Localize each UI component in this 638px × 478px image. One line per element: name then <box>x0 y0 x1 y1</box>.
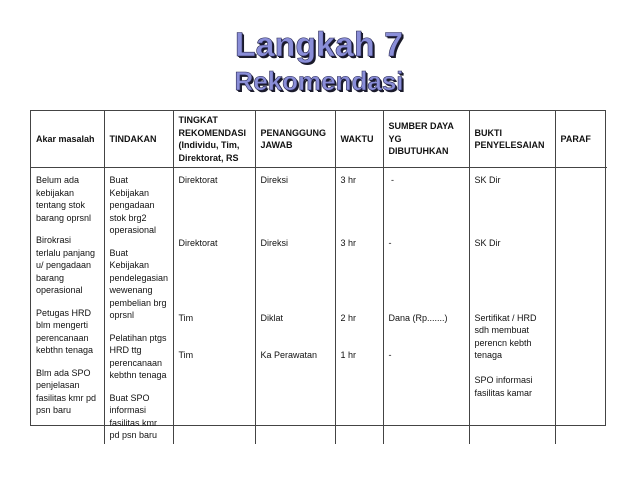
tindakan-entry <box>110 332 168 382</box>
cell-line: Birokrasi <box>36 235 72 245</box>
cell-waktu <box>335 168 383 444</box>
cell-tindakan <box>104 168 173 444</box>
cell-line: pengadaan <box>109 200 155 210</box>
cell-line: tentang stok <box>36 200 86 210</box>
bukti-entry <box>475 374 550 399</box>
tindakan-entry <box>110 392 168 442</box>
cell-line: SK Dir <box>474 237 501 248</box>
tingkat-entry: Tim <box>178 312 194 323</box>
cell-line: HRD ttg <box>109 345 142 355</box>
cell-line: SK Dir <box>474 175 501 185</box>
header-tingkat-rekomendasi <box>173 111 255 168</box>
bukti-entry <box>475 174 550 237</box>
cell-line: wewenang <box>109 285 153 295</box>
sumber-entry: Dana (Rp.......) <box>388 312 448 323</box>
tingkat-entry: Tim <box>178 350 194 360</box>
tindakan-entry <box>110 247 168 322</box>
cell-line: SPO informasi <box>474 375 533 385</box>
cell-sumber-daya <box>383 168 469 444</box>
cell-line: blm mengerti <box>36 320 89 330</box>
slide-subtitle: Rekomendasi <box>234 66 404 96</box>
cell-line: pendelegasian <box>109 272 169 283</box>
tingkat-entry: Direktorat <box>178 175 218 185</box>
cell-line: tenaga <box>474 350 503 360</box>
bukti-entry <box>475 312 550 375</box>
cell-line: sdh membuat <box>474 325 530 335</box>
waktu-entry: 3 hr <box>340 175 357 185</box>
recommendation-table <box>30 110 606 440</box>
bukti-entry <box>475 237 550 312</box>
cell-line: Buat <box>109 247 129 258</box>
cell-paraf <box>555 168 607 444</box>
cell-line: informasi <box>109 405 147 415</box>
tingkat-entry: Direktorat <box>178 237 218 248</box>
penanggung-entry: Ka Perawatan <box>260 350 318 360</box>
cell-line: perencanaan <box>36 332 89 343</box>
cell-line: terlalu panjang <box>36 247 96 258</box>
cell-line: pd psn baru <box>109 430 158 440</box>
cell-akar-masalah <box>31 168 104 444</box>
cell-line: operasional <box>36 285 83 295</box>
cell-line: fasilitas kamar <box>474 387 533 398</box>
cell-line: stok brg2 <box>109 212 147 223</box>
cell-line: kebthn tenaga <box>36 345 94 355</box>
cell-line: Kebijakan <box>109 187 150 198</box>
cell-line: Buat <box>109 175 129 185</box>
akar-entry <box>36 174 99 224</box>
akar-entry <box>36 234 99 297</box>
cell-line: Petugas HRD <box>36 307 92 318</box>
cell-penanggung-jawab <box>255 168 335 444</box>
header-waktu: WAKTU <box>335 111 383 168</box>
cell-line: psn baru <box>36 405 72 415</box>
waktu-entry: 2 hr <box>340 312 357 323</box>
cell-line: Pelatihan ptgs <box>109 332 167 343</box>
header-sumber-line: DIBUTUHKAN <box>388 146 449 157</box>
waktu-entry: 1 hr <box>340 350 357 360</box>
cell-line: Kebijakan <box>109 260 150 270</box>
penanggung-entry: Diklat <box>260 312 284 323</box>
cell-line: u/ pengadaan <box>36 260 92 270</box>
penanggung-entry: Direksi <box>260 175 289 185</box>
cell-bukti-penyelesaian <box>469 168 555 444</box>
header-bukti-line: BUKTI <box>474 127 502 138</box>
header-akar-masalah: Akar masalah <box>31 111 104 168</box>
header-bukti-penyelesaian <box>469 111 555 168</box>
header-penanggung-jawab <box>255 111 335 168</box>
cell-tingkat <box>173 168 255 444</box>
cell-line: operasional <box>109 225 157 235</box>
header-tingkat-line: REKOMENDASI <box>178 127 247 138</box>
table-row <box>31 168 607 444</box>
akar-entry <box>36 307 99 357</box>
cell-line: oprsnl <box>109 310 135 320</box>
cell-line: penjelasan <box>36 380 80 390</box>
cell-line: Belum ada <box>36 175 80 185</box>
penanggung-entry: Direksi <box>260 237 289 248</box>
akar-entry <box>36 367 99 417</box>
header-tindakan: TINDAKAN <box>104 111 173 168</box>
waktu-entry: 3 hr <box>340 237 357 248</box>
cell-line: barang oprsnl <box>36 212 92 223</box>
header-tingkat-line: TINGKAT <box>178 115 218 125</box>
cell-line: fasilitas kmr <box>109 417 158 428</box>
cell-line: fasilitas kmr pd <box>36 392 97 403</box>
header-sumber-daya <box>383 111 469 168</box>
cell-line: kebthn tenaga <box>109 370 167 380</box>
header-penanggung-line: JAWAB <box>260 140 293 150</box>
sumber-entry: - <box>388 175 394 185</box>
tindakan-entry <box>110 174 168 237</box>
header-sumber-line: YG <box>388 133 402 144</box>
header-paraf: PARAF <box>555 111 607 168</box>
header-sumber-line: SUMBER DAYA <box>388 121 454 132</box>
header-tingkat-line: Direktorat, RS <box>178 152 239 163</box>
cell-line: kebijakan <box>36 187 75 198</box>
sumber-entry: - <box>388 237 392 248</box>
cell-line: pembelian brg <box>109 297 167 308</box>
cell-line: barang <box>36 272 65 283</box>
cell-line: perencn kebth <box>474 337 532 348</box>
cell-line: Buat SPO <box>109 392 150 403</box>
header-tingkat-line: (Individu, Tim, <box>178 140 240 150</box>
sumber-entry: - <box>388 350 392 360</box>
slide-title: Langkah 7 <box>234 26 404 64</box>
header-bukti-line: PENYELESAIAN <box>474 140 545 150</box>
cell-line: Blm ada SPO <box>36 367 91 378</box>
table-header-row <box>31 111 607 168</box>
cell-line: perencanaan <box>109 357 163 368</box>
cell-line: Sertifikat / HRD <box>474 312 537 323</box>
header-penanggung-line: PENANGGUNG <box>260 127 327 138</box>
